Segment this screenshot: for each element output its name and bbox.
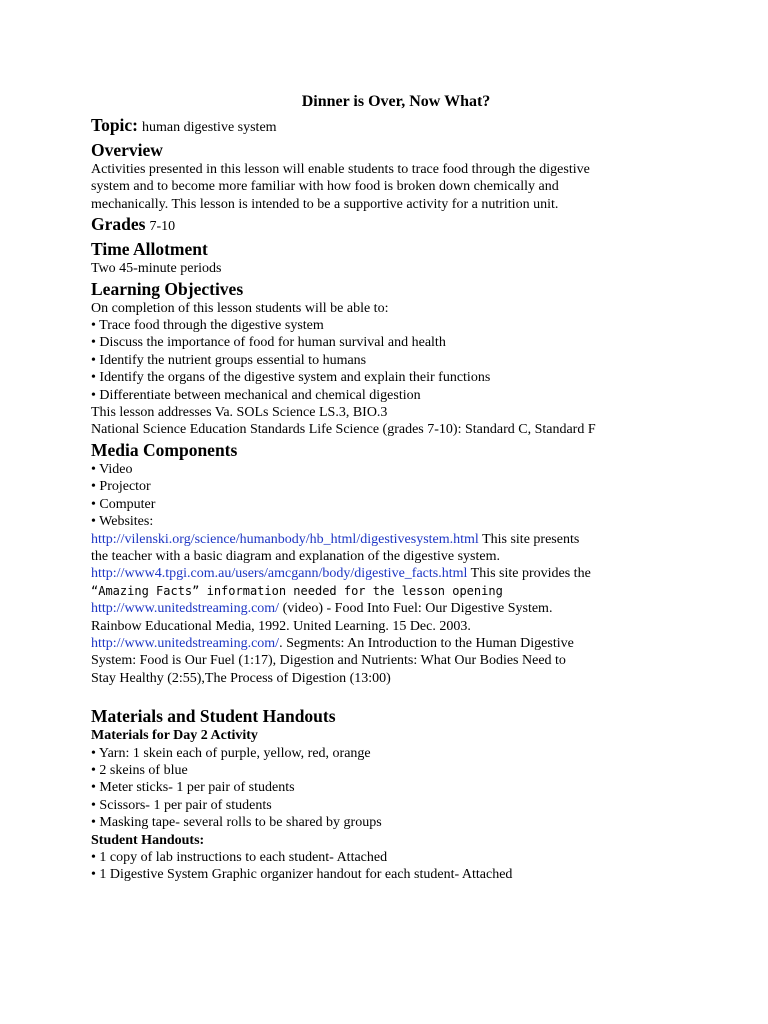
website-3-desc-line2: Rainbow Educational Media, 1992. United Learning. 15 Dec. 2003.: [91, 618, 471, 634]
website-2-desc-line2: “Amazing Facts” information needed for the lesson opening: [91, 583, 503, 598]
website-1-desc: This site presents: [478, 531, 580, 547]
document-title: Dinner is Over, Now What?: [301, 93, 491, 110]
material-item: • Masking tape- several rolls to be shared by groups: [91, 815, 382, 831]
handout-item: • 1 Digestive System Graphic organizer handout for each student- Attached: [91, 867, 513, 883]
handout-item: • 1 copy of lab instructions to each student- Attached: [91, 850, 388, 865]
grades-row: [91, 213, 751, 238]
objective-item: • Differentiate between mechanical and chemical digestion: [91, 387, 421, 403]
website-3-line: [91, 600, 751, 617]
material-item: • Yarn: 1 skein each of purple, yellow, red, orange: [91, 745, 371, 761]
learning-objectives-heading: Learning Objectives: [91, 278, 244, 299]
material-item: • 2 skeins of blue: [91, 762, 188, 778]
day2-materials-heading: Materials for Day 2 Activity: [91, 728, 258, 744]
website-1-line: [91, 531, 751, 548]
media-components-heading: Media Components: [91, 439, 238, 460]
time-allotment-heading: Time Allotment: [91, 239, 208, 260]
website-3-desc: (video) - Food Into Fuel: Our Digestive System.: [279, 601, 553, 617]
material-item: • Scissors- 1 per pair of students: [91, 797, 272, 813]
objective-item: • Discuss the importance of food for human survival and health: [91, 335, 446, 351]
student-handouts-heading: Student Handouts:: [91, 832, 205, 848]
website-4-desc-line2: System: Food is Our Fuel (1:17), Digestion and Nutrients: What Our Bodies Need to: [91, 653, 566, 669]
sols-line: This lesson addresses Va. SOLs Science LS.3, BIO.3: [91, 405, 388, 421]
section-spacer: [91, 687, 751, 705]
overview-line: system and to become more familiar with how food is broken down chemically and: [91, 179, 559, 195]
document-page: [91, 91, 751, 884]
materials-heading: Materials and Student Handouts: [91, 706, 336, 727]
media-item: • Projector: [91, 479, 151, 495]
learning-objectives-intro: On completion of this lesson students will be able to:: [91, 300, 389, 316]
standards-line: National Science Education Standards Life Science (grades 7-10): Standard C, Standard F: [91, 422, 596, 438]
overview-line: mechanically. This lesson is intended to be a supportive activity for a nutrition unit.: [91, 196, 559, 212]
objective-item: • Trace food through the digestive system: [91, 318, 324, 334]
vilenski-link[interactable]: http://vilenski.org/science/humanbody/hb_html/digestivesystem.html: [91, 531, 479, 547]
website-4-desc: . Segments: An Introduction to the Human Digestive: [279, 635, 574, 651]
topic-value: human digestive system: [142, 120, 277, 135]
material-item: • Meter sticks- 1 per pair of students: [91, 780, 295, 796]
website-4-desc-line3: Stay Healthy (2:55),The Process of Digestion (13:00): [91, 670, 391, 686]
objective-item: • Identify the nutrient groups essential to humans: [91, 352, 367, 368]
time-allotment-value: Two 45-minute periods: [91, 261, 222, 277]
unitedstreaming-link[interactable]: http://www.unitedstreaming.com/: [91, 635, 280, 651]
overview-line: Activities presented in this lesson will enable students to trace food through the digestive: [91, 162, 590, 177]
website-4-line: [91, 635, 751, 652]
topic-row: [91, 114, 751, 139]
tpgi-link[interactable]: http://www4.tpgi.com.au/users/amcgann/body/digestive_facts.html: [91, 566, 468, 582]
objective-item: • Identify the organs of the digestive system and explain their functions: [91, 370, 491, 386]
website-1-desc-line2: the teacher with a basic diagram and explanation of the digestive system.: [91, 548, 500, 564]
website-2-line: [91, 565, 751, 582]
website-2-desc: This site provides the: [467, 566, 591, 582]
grades-label: Grades: [91, 214, 146, 235]
topic-label: Topic:: [91, 115, 139, 135]
media-item: • Computer: [91, 496, 156, 512]
media-item: • Websites:: [91, 514, 154, 530]
media-item: • Video: [91, 461, 133, 477]
unitedstreaming-link[interactable]: http://www.unitedstreaming.com/: [91, 601, 280, 617]
overview-heading: Overview: [91, 140, 163, 160]
grades-value: 7-10: [149, 219, 176, 235]
